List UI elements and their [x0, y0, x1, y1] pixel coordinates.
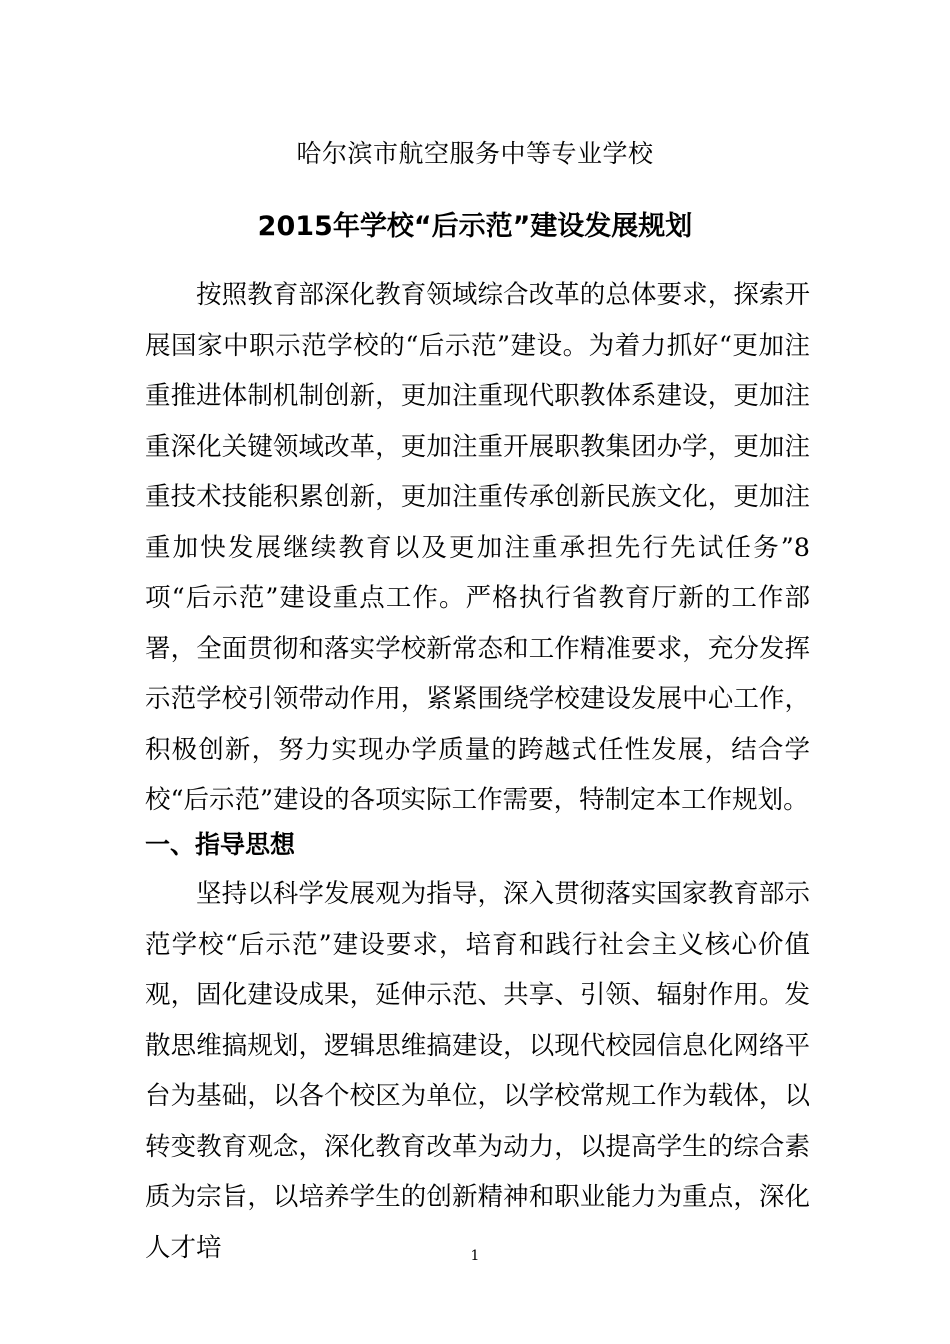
- document-title: 2015年学校“后示范”建设发展规划: [257, 211, 693, 242]
- section-heading-guiding-ideology: 一、指导思想: [145, 830, 296, 859]
- section-paragraph-guiding-ideology: 坚持以科学发展观为指导，深入贯彻落实国家教育部示范学校“后示范”建设要求，培育和践行社会主义核心价值观，固化建设成果，延伸示范、共享、引领、辐射作用。发散思维搞规划，逻辑思维搞建设，以现代校园信息化网络平台为基础，以各个校区为单位，以学校常规工作为载体，以转变教育观念，深化教育改革为动力，以提高学生的综合素质为宗旨，以培养学生的创新精神和职业能力为重点，深化人才培: [145, 879, 810, 1263]
- school-name: 哈尔滨市航空服务中等专业学校: [296, 139, 654, 168]
- intro-paragraph: 按照教育部深化教育领域综合改革的总体要求，探索开展国家中职示范学校的“后示范”建设。为着力抓好“更加注重推进体制机制创新，更加注重现代职教体系建设，更加注重深化关键领域改革，更加注重开展职教集团办学，更加注重技术技能积累创新，更加注重传承创新民族文化，更加注重加快发展继续教育以及更加注重承担先行先试任务”8项“后示范”建设重点工作。严格执行省教育厅新的工作部署，全面贯彻和落实学校新常态和工作精准要求，充分发挥示范学校引领带动作用，紧紧围绕学校建设发展中心工作，积极创新，努力实现办学质量的跨越式任性发展，结合学校“后示范”建设的各项实际工作需要，特制定本工作规划。: [145, 280, 810, 815]
- page-number: 1: [470, 1248, 480, 1264]
